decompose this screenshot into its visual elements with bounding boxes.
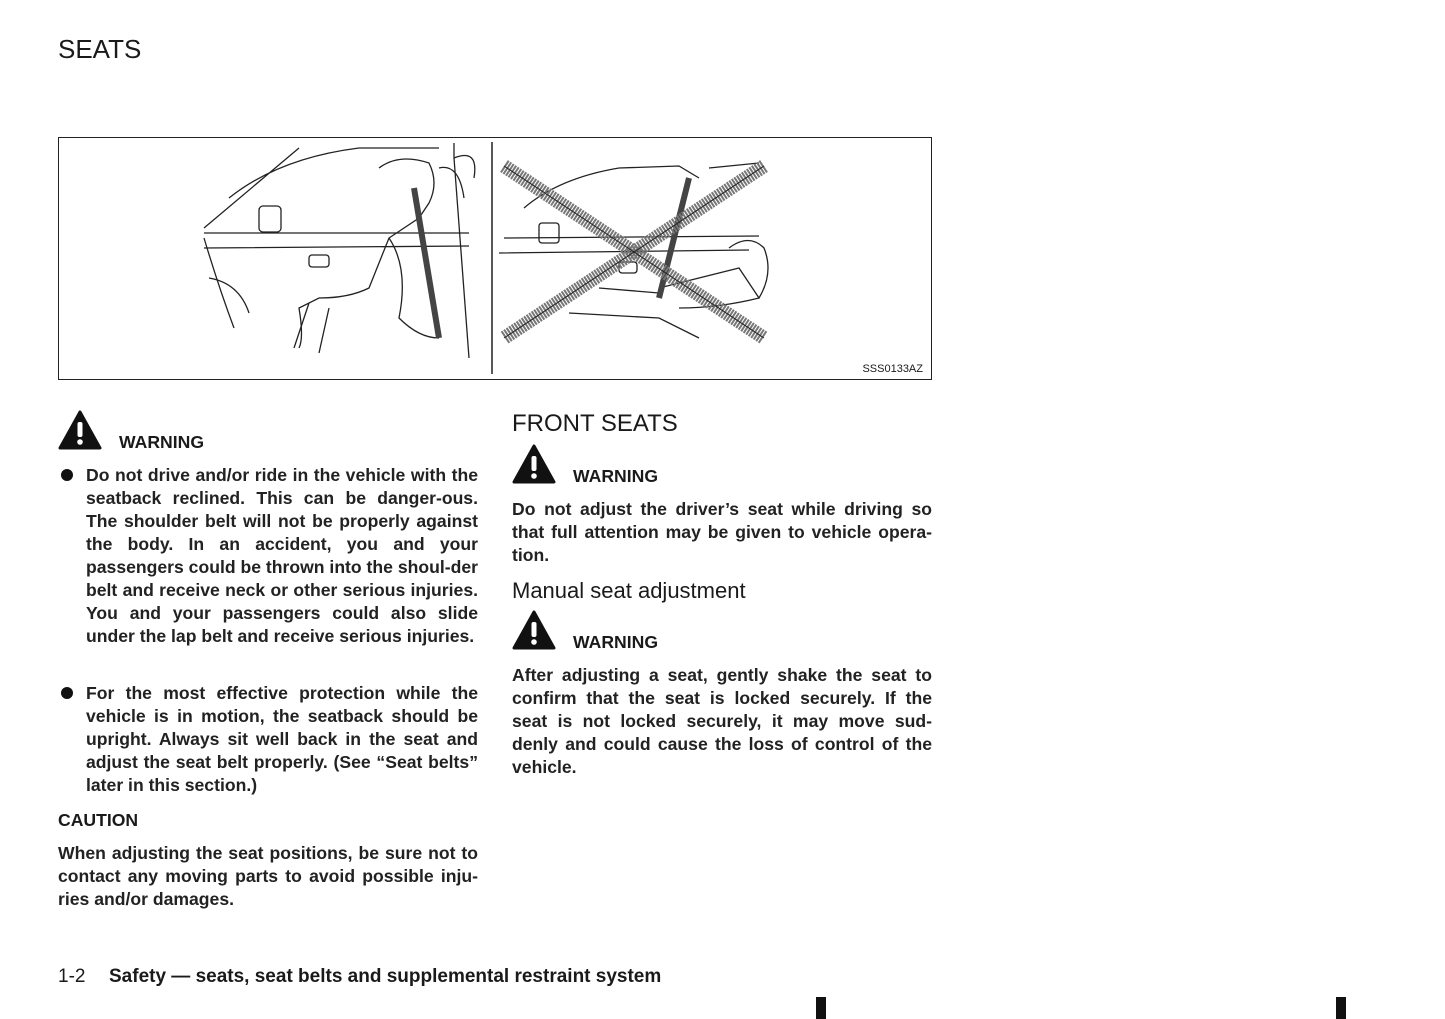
seat-illustration-icon — [59, 138, 931, 379]
warning-bullet-1: Do not drive and/or ride in the vehicle with the seatback reclined. This can be danger-ous. The shoulder belt will not be properly against the body. In an accident, you and your passengers could be thrown into the shoul-der belt and receive neck or other serious injuries. You and your passengers could also slide under the lap belt and receive serious injuries. — [86, 465, 478, 646]
warning-triangle-icon — [512, 610, 556, 650]
footer-section-title: Safety — seats, seat belts and supplemental restraint system — [109, 966, 662, 987]
warning-text-2: After adjusting a seat, gently shake the seat to confirm that the seat is locked securely. If the seat is not locked securely, it may move sud-denly and could cause the loss of control of the vehicle. — [512, 665, 932, 777]
bullet-icon — [61, 687, 73, 699]
warning-label: WARNING — [573, 466, 659, 486]
warning-bullet-2: For the most effective protection while the vehicle is in motion, the seatback should be upright. Always sit well back in the seat and adjust the seat belt properly. (See “Seat belts” later in this section.) — [86, 683, 478, 795]
warning-text-1: Do not adjust the driver’s seat while driving so that full attention may be given to vehicle opera-tion. — [512, 499, 932, 565]
crop-mark — [1336, 997, 1346, 1019]
warning-triangle-icon — [58, 410, 102, 450]
page-number: 1-2 — [58, 966, 86, 987]
crop-mark — [816, 997, 826, 1019]
caution-text: When adjusting the seat positions, be sure not to contact any moving parts to avoid possible inju-ries and/or damages. — [58, 843, 478, 909]
warning-triangle-icon — [512, 444, 556, 484]
page-title: SEATS — [58, 34, 142, 64]
warning-label: WARNING — [119, 432, 205, 452]
warning-label: WARNING — [573, 632, 659, 652]
section-heading: FRONT SEATS — [512, 410, 678, 437]
subheading: Manual seat adjustment — [512, 578, 746, 603]
caution-label: CAUTION — [58, 810, 139, 830]
bullet-icon — [61, 469, 73, 481]
seating-figure — [58, 137, 932, 380]
figure-code: SSS0133AZ — [862, 363, 923, 375]
